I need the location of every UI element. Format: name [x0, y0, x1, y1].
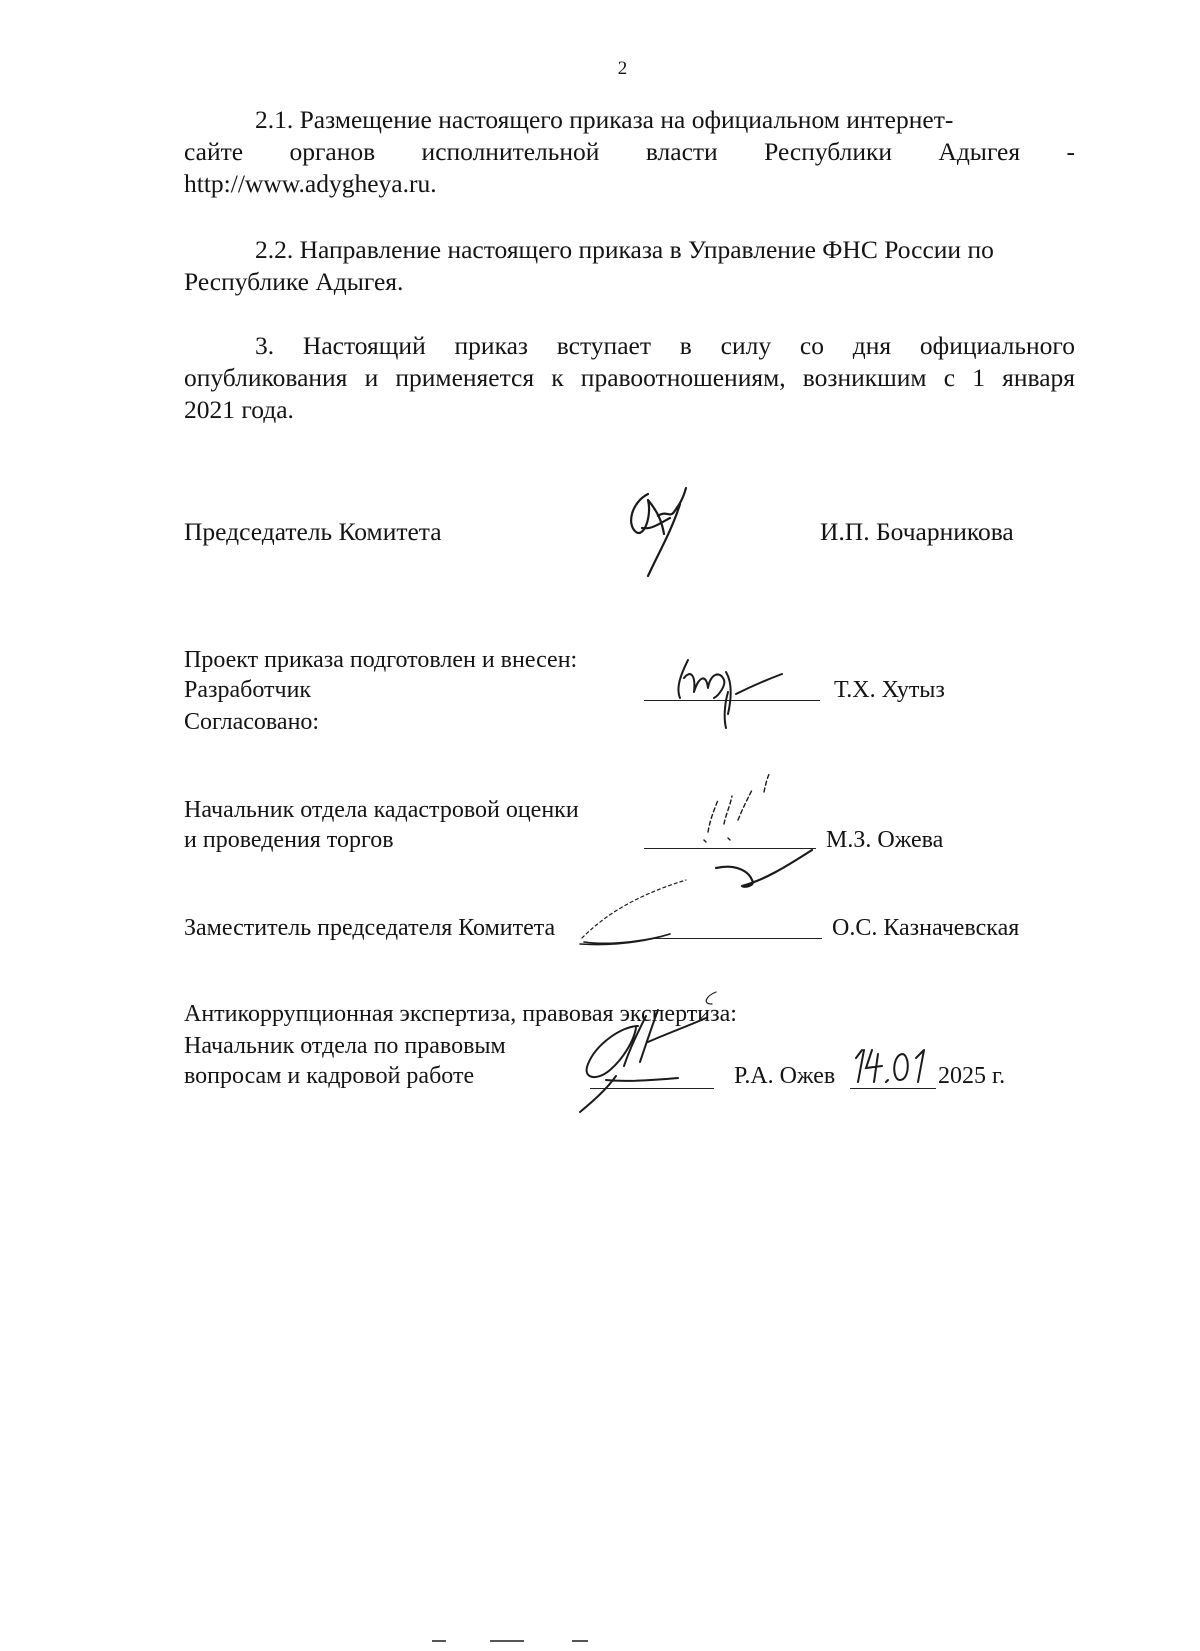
- developer-signature: [666, 652, 816, 732]
- paragraph-line: 3. Настоящий приказ вступает в силу со дня официального: [255, 331, 1075, 360]
- handwritten-date: [852, 1046, 944, 1090]
- deputy-title: Заместитель председателя Комитета: [184, 915, 556, 941]
- legal-name: Р.А. Ожев: [734, 1063, 836, 1089]
- cadastral-head-title-line2: и проведения торгов: [184, 827, 394, 853]
- developer-name: Т.Х. Хутыз: [834, 677, 945, 703]
- deputy-signature: [574, 846, 834, 956]
- paragraph-3: [184, 330, 1075, 426]
- paragraph-line: 2021 года.: [184, 395, 294, 424]
- cadastral-head-signature: [680, 770, 790, 854]
- scan-artifact: [490, 1640, 524, 1642]
- chairman-title: Председатель Комитета: [184, 517, 442, 546]
- scan-artifact: [572, 1640, 588, 1642]
- paragraph-line: 2.1. Размещение настоящего приказа на официальном интернет-: [255, 105, 954, 134]
- scan-artifact: [432, 1640, 446, 1642]
- legal-title-line2: вопросам и кадровой работе: [184, 1063, 475, 1089]
- paragraph-line: http://www.adygheya.ru.: [184, 169, 437, 198]
- cadastral-head-title-line1: Начальник отдела кадастровой оценки: [184, 797, 579, 823]
- paragraph-line: сайте органов исполнительной власти Республики Адыгея -: [184, 137, 1075, 166]
- legal-title-line1: Начальник отдела по правовым: [184, 1033, 506, 1059]
- deputy-name: О.С. Казначевская: [832, 915, 1020, 941]
- paragraph-2-1: [184, 104, 1075, 200]
- page-number: 2: [617, 58, 628, 79]
- paragraph-line: Республике Адыгея.: [184, 267, 404, 296]
- prepared-heading: Проект приказа подготовлен и внесен:: [184, 647, 578, 673]
- chairman-name: И.П. Бочарникова: [820, 517, 1014, 546]
- developer-role: Разработчик: [184, 677, 312, 703]
- legal-date-suffix: 2025 г.: [938, 1063, 1006, 1089]
- legal-signature: [566, 986, 736, 1116]
- chairman-signature: [618, 472, 698, 582]
- paragraph-line: 2.2. Направление настоящего приказа в Управление ФНС России по: [255, 235, 994, 264]
- legal-heading: Антикоррупционная экспертиза, правовая экспертиза:: [184, 1001, 737, 1027]
- cadastral-head-name: М.З. Ожева: [826, 827, 944, 853]
- paragraph-line: опубликования и применяется к правоотношениям, возникшим с 1 января: [184, 363, 1075, 392]
- paragraph-2-2: [184, 234, 1075, 298]
- agreed-label: Согласовано:: [184, 709, 320, 735]
